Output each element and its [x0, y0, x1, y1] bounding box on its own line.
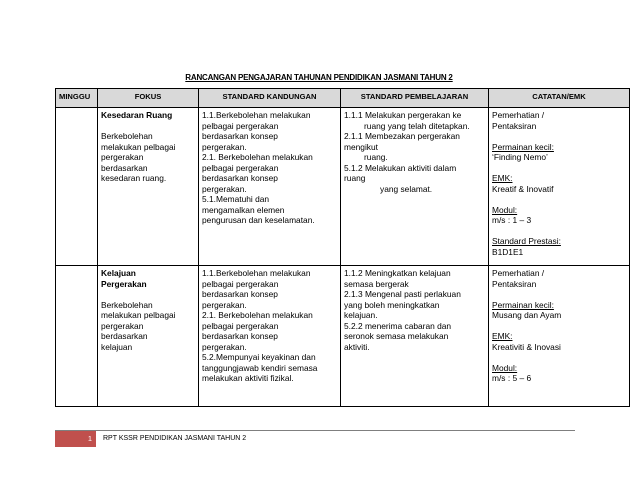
sk-line: 2.1. Berkebolehan melakukan	[202, 152, 313, 162]
header-fokus: FOKUS	[98, 89, 199, 108]
page-number: 1	[55, 431, 96, 447]
fokus-title: Kelajuan	[101, 268, 136, 278]
sk-line: melakukan aktiviti fizikal.	[202, 373, 294, 383]
sk-line: pelbagai pergerakan	[202, 320, 279, 331]
emk-label: EMK:	[492, 331, 513, 341]
header-standard-pembelajaran: STANDARD PEMBELAJARAN	[341, 89, 489, 108]
fokus-line: melakukan pelbagai	[101, 310, 176, 320]
sp-line: ruang yang telah ditetapkan.	[364, 120, 470, 131]
sk-line: pelbagai pergerakan	[202, 162, 279, 173]
sk-line: 2.1. Berkebolehan melakukan	[202, 310, 313, 320]
table-row	[56, 266, 630, 407]
fokus-cell	[98, 108, 199, 266]
sk-line: berdasarkan konsep	[202, 173, 278, 183]
header-standard-kandungan: STANDARD KANDUNGAN	[199, 89, 341, 108]
sk-line: pergerakan.	[202, 341, 247, 352]
sk-line: berdasarkan konsep	[202, 331, 278, 341]
sk-line: pergerakan.	[202, 299, 247, 310]
permainan-value: Musang dan Ayam	[492, 310, 562, 320]
emk-value: Kreatif & Inovatif	[492, 183, 554, 194]
modul-value: m/s : 1 – 3	[492, 215, 532, 225]
sk-line: 1.1.Berkebolehan melakukan	[202, 110, 311, 120]
sk-line: 5.2.Mempunyai keyakinan dan	[202, 352, 316, 362]
sp-line: 5.2.2 menerima cabaran dan	[344, 320, 452, 331]
footer-text: RPT KSSR PENDIDIKAN JASMANI TAHUN 2	[103, 435, 247, 442]
standard-pembelajaran-cell	[341, 266, 489, 407]
prestasi-label: Standard Prestasi:	[492, 236, 561, 246]
sk-line: pelbagai pergerakan	[202, 120, 279, 131]
sp-line: semasa bergerak	[344, 278, 409, 289]
header-row	[56, 89, 630, 108]
sk-line: berdasarkan konsep	[202, 131, 278, 141]
sk-line: 1.1.Berkebolehan melakukan	[202, 268, 311, 278]
sk-line: mengamalkan elemen	[202, 204, 285, 215]
sk-line: berdasarkan konsep	[202, 289, 278, 299]
fokus-line: pergerakan	[101, 152, 144, 162]
sp-line: aktiviti.	[344, 341, 370, 352]
catatan-line: Pentaksiran	[492, 120, 537, 131]
sk-line: pergerakan.	[202, 141, 247, 152]
sp-line: yang selamat.	[380, 183, 433, 194]
modul-label: Modul:	[492, 362, 518, 373]
sp-line: kelajuan.	[344, 310, 378, 320]
catatan-cell	[489, 266, 630, 407]
sp-line: 2.1.3 Mengenal pasti perlakuan	[344, 289, 461, 299]
permainan-label: Permainan kecil:	[492, 141, 554, 152]
fokus-line: pergerakan	[101, 320, 144, 331]
rpt-table	[55, 88, 630, 407]
fokus-line: kelajuan	[101, 341, 133, 352]
header-catatan: CATATAN/EMK	[489, 89, 630, 108]
fokus-cell	[98, 266, 199, 407]
fokus-title: Kesedaran Ruang	[101, 110, 173, 120]
fokus-line: Berkebolehan	[101, 299, 153, 310]
modul-label: Modul:	[492, 204, 518, 215]
fokus-line: melakukan pelbagai	[101, 141, 176, 152]
permainan-value: ‘Finding Nemo’	[492, 152, 548, 162]
fokus-title: Pergerakan	[101, 278, 147, 289]
catatan-line: Pemerhatian /	[492, 268, 545, 278]
catatan-line: Pentaksiran	[492, 278, 537, 289]
fokus-line: berdasarkan	[101, 162, 148, 173]
sk-line: 5.1.Mematuhi dan	[202, 194, 270, 204]
sp-line: seronok semasa melakukan	[344, 331, 449, 341]
permainan-label: Permainan kecil:	[492, 299, 554, 310]
standard-kandungan-cell	[199, 108, 341, 266]
minggu-cell	[56, 108, 98, 266]
sp-line: ruang.	[364, 152, 388, 162]
document-title: RANCANGAN PENGAJARAN TAHUNAN PENDIDIKAN JASMANI TAHUN 2	[185, 73, 453, 82]
sk-line: tanggungjawab kendiri semasa	[202, 362, 318, 373]
emk-label: EMK:	[492, 173, 513, 183]
fokus-line: Berkebolehan	[101, 131, 153, 141]
sk-line: pengurusan dan keselamatan.	[202, 215, 315, 225]
sk-line: pergerakan.	[202, 183, 247, 194]
sp-line: yang boleh meningkatkan	[344, 299, 440, 310]
catatan-line: Pemerhatian /	[492, 110, 545, 120]
standard-pembelajaran-cell	[341, 108, 489, 266]
sp-line: 2.1.1 Membezakan pergerakan	[344, 131, 460, 141]
sp-line: mengikut	[344, 141, 378, 152]
page-footer	[55, 430, 575, 447]
sp-line: 1.1.1 Melakukan pergerakan ke	[344, 110, 462, 120]
prestasi-value: B1D1E1	[492, 246, 524, 257]
modul-value: m/s : 5 – 6	[492, 373, 532, 383]
sp-line: ruang	[344, 173, 366, 183]
fokus-line: kesedaran ruang.	[101, 173, 167, 183]
standard-kandungan-cell	[199, 266, 341, 407]
minggu-cell	[56, 266, 98, 407]
catatan-cell	[489, 108, 630, 266]
sp-line: 5.1.2 Melakukan aktiviti dalam	[344, 162, 457, 173]
sp-line: 1.1.2 Meningkatkan kelajuan	[344, 268, 451, 278]
emk-value: Kreativiti & Inovasi	[492, 341, 561, 352]
sk-line: pelbagai pergerakan	[202, 278, 279, 289]
fokus-line: berdasarkan	[101, 331, 148, 341]
header-minggu: MINGGU	[56, 89, 98, 108]
table-row	[56, 108, 630, 266]
